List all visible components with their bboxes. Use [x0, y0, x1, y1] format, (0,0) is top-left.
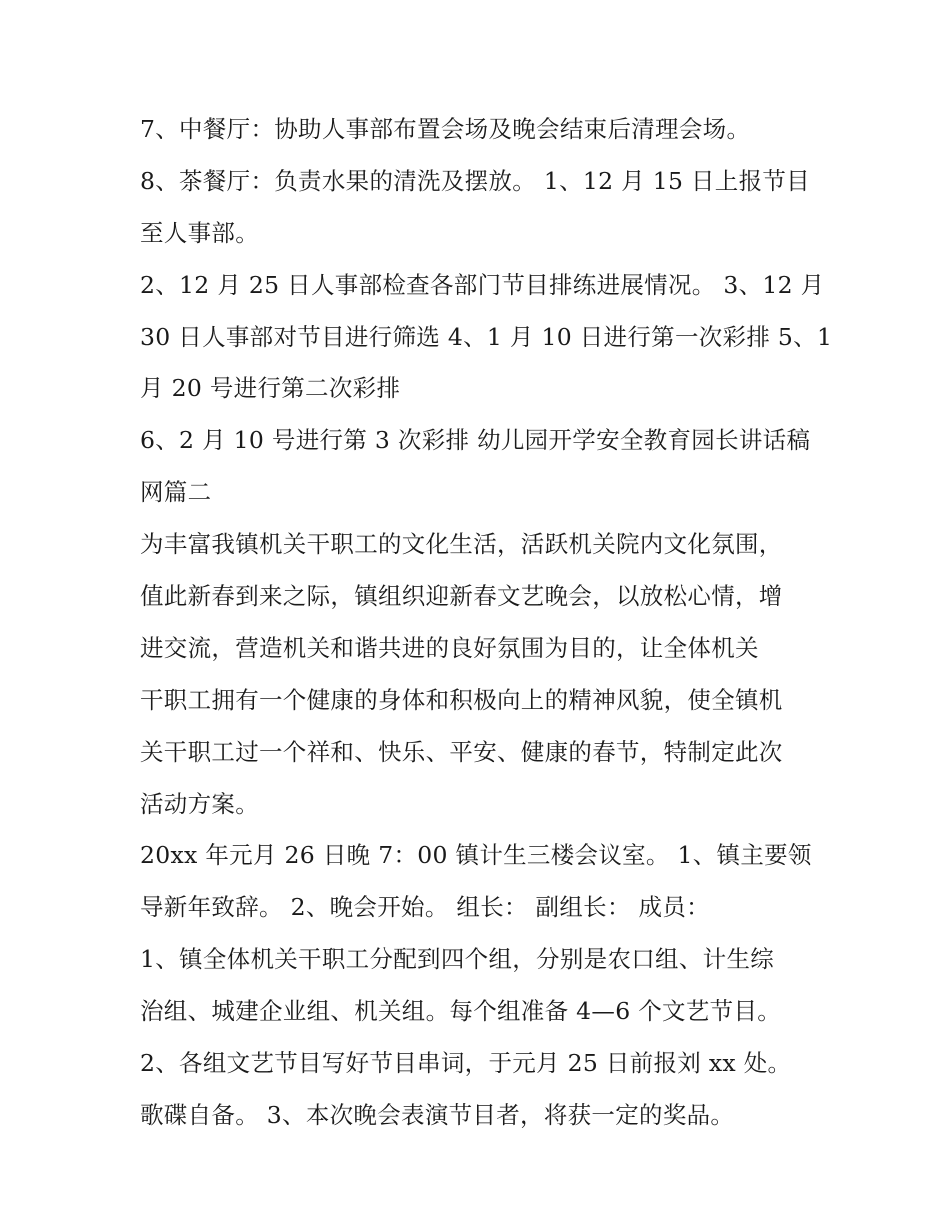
text-line: 导新年致辞。 2、晚会开始。 组长： 副组长： 成员：	[140, 893, 710, 922]
text-line: 活动方案。	[140, 789, 259, 818]
text-line: 治组、城建企业组、机关组。每个组准备 4—6 个文艺节目。	[140, 997, 782, 1026]
text-line: 网篇二	[140, 478, 212, 507]
text-line: 进交流，营造机关和谐共进的良好氛围为目的，让全体机关	[140, 633, 759, 662]
text-line: 30 日人事部对节目进行筛选 4、1 月 10 日进行第一次彩排 5、1	[140, 322, 833, 351]
text-line: 干职工拥有一个健康的身体和积极向上的精神风貌，使全镇机	[140, 685, 783, 714]
text-line: 7、中餐厅：协助人事部布置会场及晚会结束后清理会场。	[140, 115, 751, 143]
text-line: 8、茶餐厅：负责水果的清洗及摆放。 1、12 月 15 日上报节目	[140, 166, 810, 195]
document-body	[140, 104, 833, 1142]
text-line: 关干职工过一个祥和、快乐、平安、健康的春节，特制定此次	[140, 737, 783, 766]
text-line: 2、12 月 25 日人事部检查各部门节目排练进展情况。 3、12 月	[140, 270, 825, 299]
text-line: 至人事部。	[140, 218, 259, 247]
text-line: 月 20 号进行第二次彩排	[140, 374, 401, 403]
text-line: 为丰富我镇机关干职工的文化生活，活跃机关院内文化氛围，	[140, 530, 783, 559]
text-line: 值此新春到来之际，镇组织迎新春文艺晚会，以放松心情，增	[140, 582, 783, 611]
text-line: 2、各组文艺节目写好节目串词，于元月 25 日前报刘 xx 处。	[140, 1049, 792, 1078]
text-line: 1、镇全体机关干职工分配到四个组，分别是农口组、计生综	[140, 945, 775, 974]
text-line: 歌碟自备。 3、本次晚会表演节目者，将获一定的奖品。	[140, 1100, 735, 1129]
text-line: 20xx 年元月 26 日晚 7：00 镇计生三楼会议室。 1、镇主要领	[140, 841, 812, 870]
text-line: 6、2 月 10 号进行第 3 次彩排 幼儿园开学安全教育园长讲话稿	[140, 426, 811, 455]
